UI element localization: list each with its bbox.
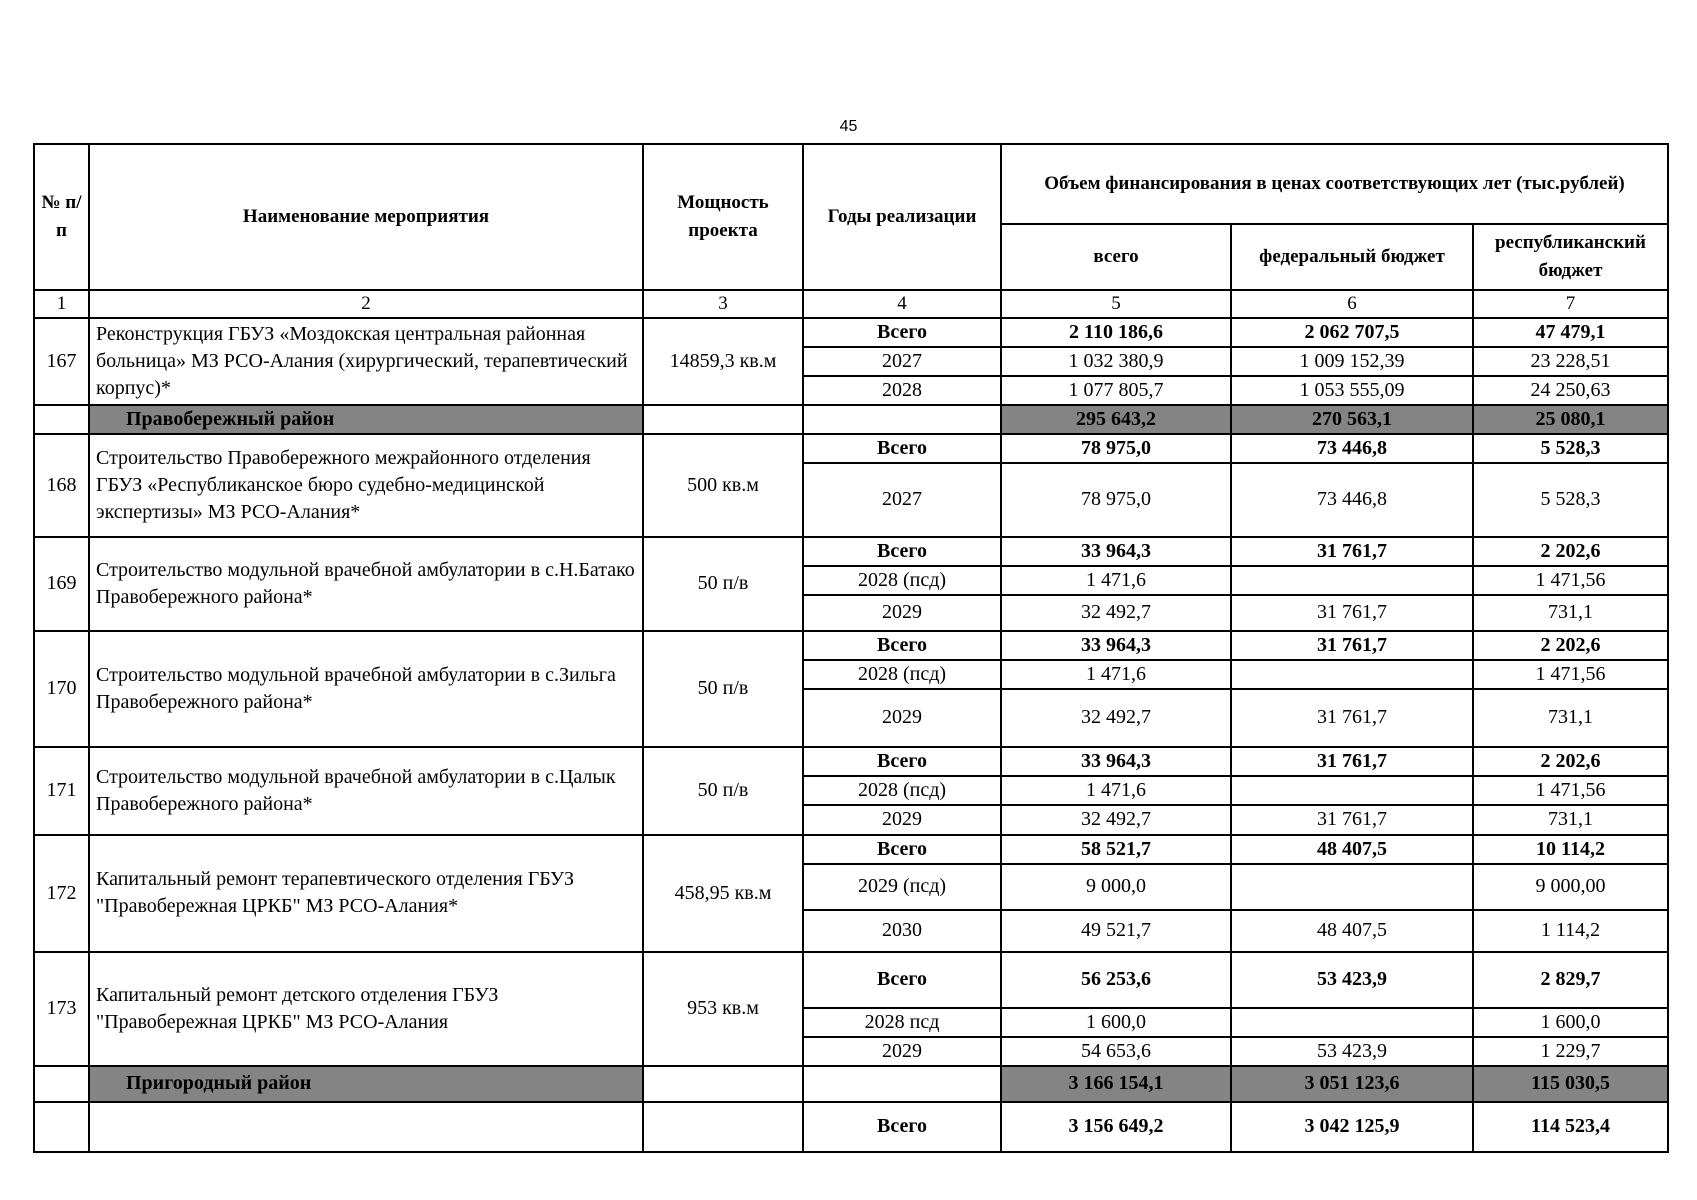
federal-cell: 53 423,9 [1231,1037,1473,1066]
header-federal: федеральный бюджет [1231,224,1473,290]
republic-cell: 731,1 [1473,805,1668,835]
total-cell: 1 032 380,9 [1001,347,1231,376]
total-cell: 33 964,3 [1001,631,1231,660]
table-row [34,318,1668,347]
republic-cell: 10 114,2 [1473,835,1668,864]
year-cell: 2028 [803,376,1001,405]
column-number: 2 [89,290,643,318]
federal-cell [1231,1008,1473,1037]
project-number: 167 [34,318,89,405]
federal-cell: 73 446,8 [1231,434,1473,463]
republic-cell: 1 471,56 [1473,566,1668,595]
project-name: Строительство модульной врачебной амбулатории в с.Н.Батако Правобережного района* [89,537,643,631]
total-cell: 1 600,0 [1001,1008,1231,1037]
table-row [34,952,1668,1008]
federal-cell: 48 407,5 [1231,910,1473,952]
republic-cell: 9 000,00 [1473,864,1668,910]
region-row-prigorodny [34,1066,1668,1102]
total-cell: 1 077 805,7 [1001,376,1231,405]
federal-cell: 2 062 707,5 [1231,318,1473,347]
header-row-1 [34,144,1668,224]
header-funding: Объем финансирования в ценах соответствующих лет (тыс.рублей) [1001,144,1668,224]
project-name: Строительство модульной врачебной амбулатории в с.Цалык Правобережного района* [89,747,643,835]
total-cell: 1 471,6 [1001,660,1231,689]
year-cell: Всего [803,537,1001,566]
republic-cell: 47 479,1 [1473,318,1668,347]
year-cell: Всего [803,835,1001,864]
project-name: Капитальный ремонт терапевтического отделения ГБУЗ "Правобережная ЦРКБ" МЗ РСО-Алания* [89,835,643,952]
table-row [34,537,1668,566]
republic-cell: 23 228,51 [1473,347,1668,376]
page-number: 45 [839,118,858,135]
federal-cell: 31 761,7 [1231,595,1473,631]
republic-cell: 2 202,6 [1473,537,1668,566]
project-name: Строительство модульной врачебной амбулатории в с.Зильга Правобережного района* [89,631,643,747]
project-capacity: 953 кв.м [643,952,803,1066]
project-capacity: 500 кв.м [643,434,803,537]
column-number: 4 [803,290,1001,318]
federal-cell: 31 761,7 [1231,537,1473,566]
republic-cell: 1 600,0 [1473,1008,1668,1037]
total-cell: 3 156 649,2 [1001,1102,1231,1152]
year-cell: Всего [803,631,1001,660]
year-cell: 2028 псд [803,1008,1001,1037]
total-cell: 32 492,7 [1001,595,1231,631]
republic-cell: 1 471,56 [1473,660,1668,689]
table-row [34,434,1668,463]
project-number: 168 [34,434,89,537]
header-years: Годы реализации [803,144,1001,290]
republic-cell: 114 523,4 [1473,1102,1668,1152]
region-federal: 3 051 123,6 [1231,1066,1473,1102]
column-number: 7 [1473,290,1668,318]
federal-cell: 31 761,7 [1231,689,1473,747]
republic-cell: 1 471,56 [1473,776,1668,805]
region-federal: 270 563,1 [1231,405,1473,434]
project-number: 169 [34,537,89,631]
column-number: 5 [1001,290,1231,318]
project-capacity: 458,95 кв.м [643,835,803,952]
header-total: всего [1001,224,1231,290]
column-number: 3 [643,290,803,318]
year-cell: 2028 (псд) [803,660,1001,689]
empty-cell [643,1066,803,1102]
total-cell: 58 521,7 [1001,835,1231,864]
table-row [34,835,1668,864]
year-cell: 2028 (псд) [803,566,1001,595]
year-cell: Всего [803,747,1001,776]
republic-cell: 2 829,7 [1473,952,1668,1008]
project-capacity: 14859,3 кв.м [643,318,803,405]
project-capacity: 50 п/в [643,747,803,835]
republic-cell: 1 114,2 [1473,910,1668,952]
republic-cell: 1 229,7 [1473,1037,1668,1066]
federal-cell: 31 761,7 [1231,805,1473,835]
total-cell: 32 492,7 [1001,805,1231,835]
table-row [34,1102,1668,1152]
year-cell: 2029 [803,689,1001,747]
year-cell: 2029 [803,595,1001,631]
federal-cell: 3 042 125,9 [1231,1102,1473,1152]
region-republic: 25 080,1 [1473,405,1668,434]
project-name: Строительство Правобережного межрайонного отделения ГБУЗ «Республиканское бюро судебно-медицинской экспертизы» МЗ РСО-Алания* [89,434,643,537]
year-cell: 2029 [803,805,1001,835]
project-name: Реконструкция ГБУЗ «Моздокская центральная районная больница» МЗ РСО-Алания (хирургический, терапевтический корпус)* [89,318,643,405]
republic-cell: 2 202,6 [1473,747,1668,776]
column-numbers-row [34,290,1668,318]
total-cell: 54 653,6 [1001,1037,1231,1066]
year-cell: 2028 (псд) [803,776,1001,805]
empty-cell [34,1102,89,1152]
header-capacity: Мощность проекта [643,144,803,290]
republic-cell: 5 528,3 [1473,434,1668,463]
total-cell: 32 492,7 [1001,689,1231,747]
republic-cell: 731,1 [1473,689,1668,747]
federal-cell: 53 423,9 [1231,952,1473,1008]
header-republic: республиканский бюджет [1473,224,1668,290]
year-cell: 2027 [803,463,1001,537]
region-total: 3 166 154,1 [1001,1066,1231,1102]
table-row [34,747,1668,776]
total-cell: 1 471,6 [1001,566,1231,595]
year-cell: 2029 (псд) [803,864,1001,910]
federal-cell: 1 053 555,09 [1231,376,1473,405]
republic-cell: 2 202,6 [1473,631,1668,660]
republic-cell: 731,1 [1473,595,1668,631]
federal-cell [1231,566,1473,595]
header-name: Наименование мероприятия [89,144,643,290]
empty-cell [89,1102,643,1152]
region-name: Правобережный район [89,405,643,434]
total-cell: 33 964,3 [1001,537,1231,566]
funding-table [33,143,1669,1153]
region-name: Пригородный район [89,1066,643,1102]
region-total: 295 643,2 [1001,405,1231,434]
header-num: № п/п [34,144,89,290]
federal-cell: 48 407,5 [1231,835,1473,864]
project-number: 171 [34,747,89,835]
column-number: 1 [34,290,89,318]
project-number: 170 [34,631,89,747]
project-capacity: 50 п/в [643,537,803,631]
federal-cell: 31 761,7 [1231,631,1473,660]
empty-cell [34,405,89,434]
total-cell: 33 964,3 [1001,747,1231,776]
total-cell: 2 110 186,6 [1001,318,1231,347]
year-cell: 2030 [803,910,1001,952]
total-cell: 1 471,6 [1001,776,1231,805]
federal-cell: 1 009 152,39 [1231,347,1473,376]
project-name: Капитальный ремонт детского отделения ГБУЗ "Правобережная ЦРКБ" МЗ РСО-Алания [89,952,643,1066]
federal-cell [1231,776,1473,805]
year-cell: Всего [803,1102,1001,1152]
year-cell: 2027 [803,347,1001,376]
total-cell: 78 975,0 [1001,463,1231,537]
column-number: 6 [1231,290,1473,318]
empty-cell [643,1102,803,1152]
empty-cell [803,1066,1001,1102]
project-capacity: 50 п/в [643,631,803,747]
republic-cell: 24 250,63 [1473,376,1668,405]
empty-cell [803,405,1001,434]
empty-cell [34,1066,89,1102]
year-cell: Всего [803,952,1001,1008]
federal-cell: 73 446,8 [1231,463,1473,537]
federal-cell [1231,660,1473,689]
year-cell: Всего [803,434,1001,463]
empty-cell [643,405,803,434]
region-row-pravoberezhny [34,405,1668,434]
republic-cell: 5 528,3 [1473,463,1668,537]
year-cell: 2029 [803,1037,1001,1066]
region-republic: 115 030,5 [1473,1066,1668,1102]
table-row [34,631,1668,660]
project-number: 172 [34,835,89,952]
total-cell: 9 000,0 [1001,864,1231,910]
federal-cell [1231,864,1473,910]
total-cell: 49 521,7 [1001,910,1231,952]
total-cell: 78 975,0 [1001,434,1231,463]
federal-cell: 31 761,7 [1231,747,1473,776]
total-cell: 56 253,6 [1001,952,1231,1008]
project-number: 173 [34,952,89,1066]
year-cell: Всего [803,318,1001,347]
